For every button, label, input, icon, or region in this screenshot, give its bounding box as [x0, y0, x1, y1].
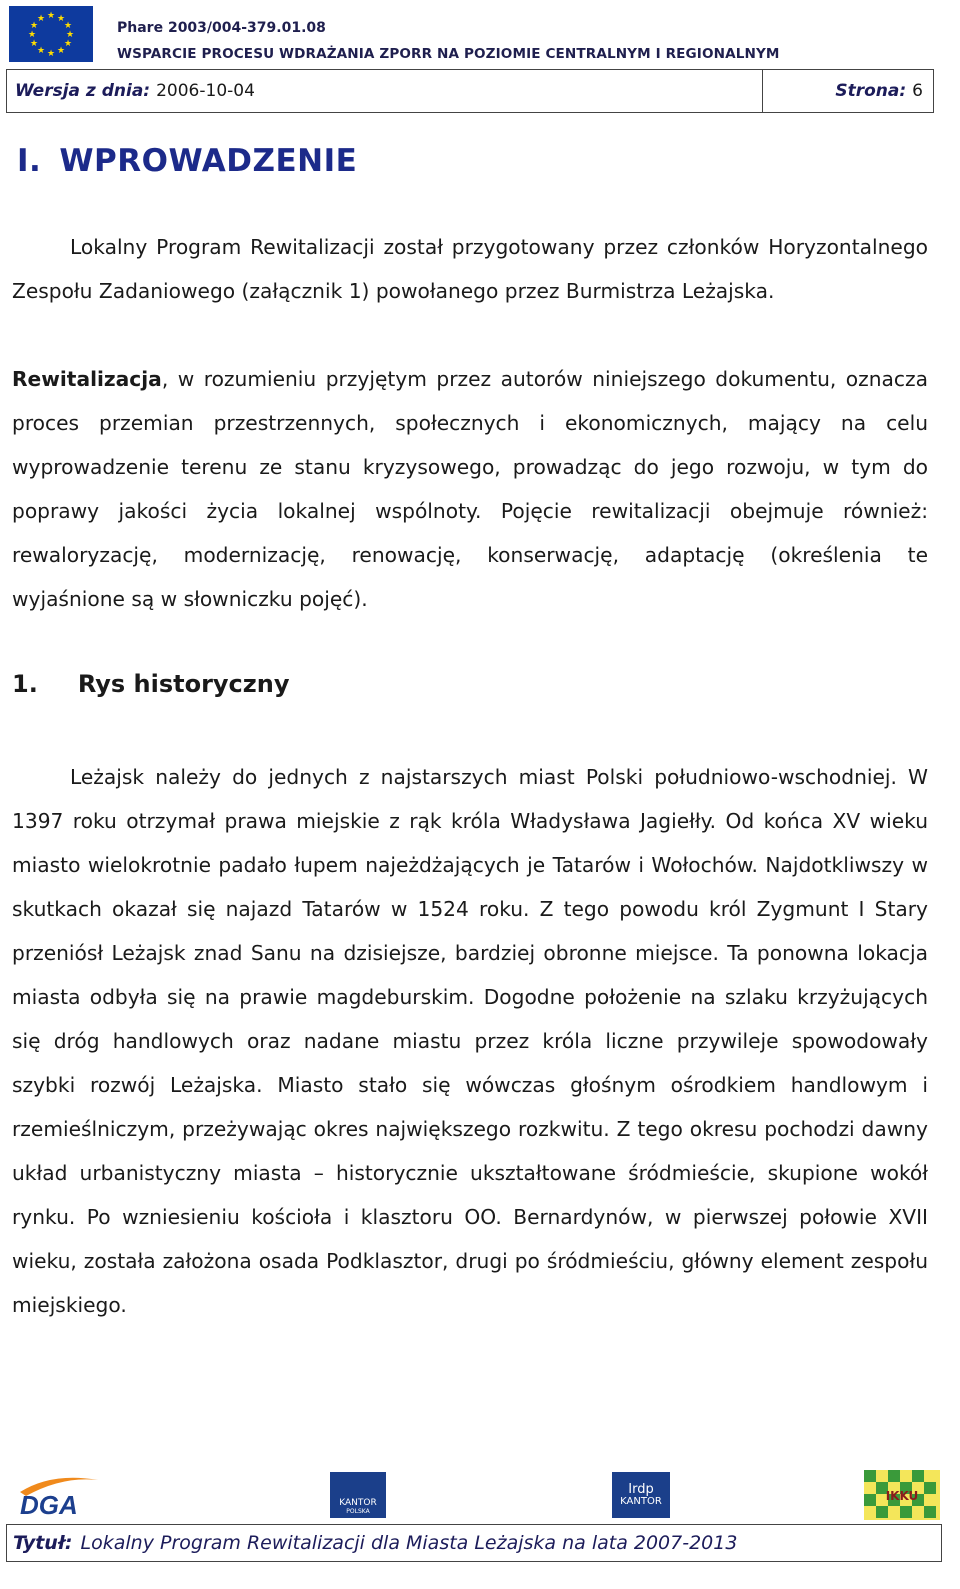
definition-paragraph — [12, 357, 928, 621]
intro-paragraph: Lokalny Program Rewitalizacji został przygotowany przez członków Horyzontalnego Zespołu Zadaniowego (załącznik 1) powołanego przez Burmistrza Leżajska. — [12, 235, 928, 303]
svg-text:★: ★ — [63, 21, 73, 31]
subsection-heading — [12, 670, 289, 698]
svg-text:★: ★ — [46, 11, 56, 21]
version-cell — [7, 70, 763, 112]
eu-flag-logo — [9, 6, 93, 62]
definition-text: , w rozumieniu przyjętym przez autorów niniejszego dokumentu, oznacza proces przemian przestrzennych, społecznych i ekonomicznych, mający na celu wyprowadzenie terenu ze stanu kryzysowego, prowadząc do jego rozwoju, w tym do poprawy jakości życia lokalnej wspólnoty. Pojęcie rewitalizacji obejmuje również: rewaloryzację, modernizację, renowację, konserwację, adaptację (określenia te wyjaśnione są w słowniczku pojęć). — [12, 367, 928, 611]
irdp-kantor-logo — [612, 1472, 670, 1518]
ikku-logo-text: IKKU — [885, 1489, 919, 1503]
svg-text:★: ★ — [56, 14, 66, 24]
page-label: Strona: — [835, 81, 907, 101]
header-text — [117, 20, 780, 62]
dga-logo-text: DGA — [20, 1490, 78, 1520]
svg-text:★: ★ — [56, 46, 66, 56]
svg-text:★: ★ — [36, 46, 46, 56]
svg-text:★: ★ — [29, 21, 39, 31]
svg-text:★: ★ — [63, 39, 73, 49]
svg-text:★: ★ — [65, 30, 75, 40]
kantor-logo-text: KANTOR — [339, 1498, 377, 1508]
ikku-checker-icon — [864, 1470, 940, 1520]
kantor-logo-subtext: POLSKA — [346, 1508, 370, 1515]
svg-text:★: ★ — [46, 49, 56, 59]
section-heading — [17, 143, 357, 179]
section-title: WPROWADZENIE — [59, 143, 358, 179]
history-paragraph: Leżajsk należy do jednych z najstarszych miast Polski południowo-wschodniej. W 1397 roku otrzymał prawa miejskie z rąk króla Władysława Jagiełły. Od końca XV wieku miasto wielokrotnie padało łupem najeżdżających je Tatarów i Wołochów. Najdotkliwszy w skutkach okazał się najazd Tatarów w 1524 roku. Z tego powodu król Zygmunt I Stary przeniósł Leżajsk znad Sanu na dzisiejsze, bardziej obronne miejsce. Ta ponowna lokacja miasta odbyła się na prawie magdeburskim. Dogodne położenie na szlaku krzyżujących się dróg handlowych oraz nadane miastu przez króla liczne przywileje spowodowały szybki rozwój Leżajska. Miasto stało się wówczas głośnym ośrodkiem handlowym i rzemieślniczym, przeżywając okres największego rozkwitu. Z tego okresu pochodzi dawny układ urbanistyczny miasta – historycznie ukształtowane śródmieście, skupione wokół rynku. Po wzniesieniu kościoła i klasztoru OO. Bernardynów, w pierwszej połowie XVII wieku, została założona osada Podklasztor, drugi po śródmieściu, główny element zespołu miejskiego. — [12, 765, 928, 1317]
project-title: WSPARCIE PROCESU WDRAŻANIA ZPORR NA POZIOMIE CENTRALNYM I REGIONALNYM — [117, 46, 780, 62]
ikku-logo — [864, 1470, 940, 1520]
kantor-polska-logo — [330, 1472, 386, 1518]
page-number: 6 — [912, 81, 923, 101]
section-number: I. — [17, 143, 42, 179]
version-label: Wersja z dnia: — [15, 81, 151, 101]
subsection-number: 1. — [12, 670, 38, 698]
svg-text:★: ★ — [29, 39, 39, 49]
project-code: Phare 2003/004-379.01.08 — [117, 20, 326, 36]
irdp-kantor-text: KANTOR — [620, 1496, 662, 1507]
svg-text:★: ★ — [36, 14, 46, 24]
irdp-logo-text: Irdp — [628, 1482, 654, 1497]
subsection-title: Rys historyczny — [77, 670, 290, 698]
dga-swoosh-icon — [12, 1470, 104, 1522]
dga-logo — [12, 1470, 104, 1522]
page-cell — [763, 70, 933, 112]
version-date: 2006-10-04 — [156, 81, 255, 101]
definition-term: Rewitalizacja — [12, 367, 162, 391]
svg-text:★: ★ — [27, 30, 37, 40]
eu-stars-icon — [9, 6, 93, 62]
footer-title-box — [6, 1524, 942, 1562]
footer-title-label: Tytuł: — [13, 1532, 73, 1554]
version-table — [6, 69, 934, 113]
footer-title-text: Lokalny Program Rewitalizacji dla Miasta Leżajska na lata 2007-2013 — [80, 1532, 738, 1554]
